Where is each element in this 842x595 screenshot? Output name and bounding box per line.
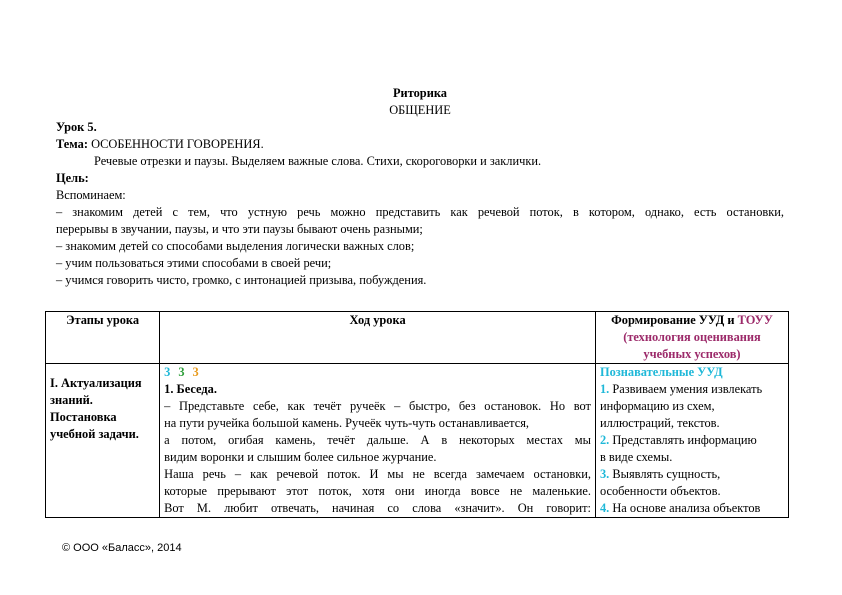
skill-text: иллюстраций, текстов. xyxy=(599,416,720,430)
skills-list xyxy=(600,381,784,517)
course-line: видим воронки и слышим более сильное журчание. xyxy=(164,450,437,464)
skill-line xyxy=(600,415,784,432)
skill-text: Развиваем умения извлекать xyxy=(609,382,763,396)
skill-line xyxy=(600,381,784,398)
stage-line: Постановка xyxy=(50,410,117,424)
table-row xyxy=(46,364,789,518)
lesson-number: Урок 5. xyxy=(56,120,97,134)
score-number: 3 xyxy=(192,365,199,379)
topic-line xyxy=(56,136,784,153)
header-formation-toou: ТОУУ xyxy=(737,313,773,327)
skill-line xyxy=(600,500,784,517)
goal-line: – знакомим детей с тем, что устную речь можно представить как речевой поток, в котором, однако, есть остановки, xyxy=(56,205,784,219)
skill-text: На основе анализа объектов xyxy=(609,501,761,515)
skill-text: Выявлять сущность, xyxy=(609,467,721,481)
skills-title: Познавательные УУД xyxy=(599,365,723,379)
table-header-row xyxy=(46,312,789,364)
skill-text: информацию из схем, xyxy=(599,399,715,413)
document-body xyxy=(56,85,784,289)
stage-line: знаний. xyxy=(50,393,93,407)
goals-list xyxy=(56,204,784,289)
topic-label: Тема: xyxy=(56,137,88,151)
subtopic: Речевые отрезки и паузы. Выделяем важные слова. Стихи, скороговорки и заклички. xyxy=(94,154,542,168)
course-line: Вот М. любит отвечать, начиная со слова «значит». Он говорит: xyxy=(164,501,591,515)
course-line: на пути ручейка большой камень. Ручеёк чуть-чуть останавливается, xyxy=(164,416,530,430)
skill-line xyxy=(600,483,784,500)
course-text xyxy=(164,398,591,517)
header-formation xyxy=(595,312,788,364)
skill-line xyxy=(600,432,784,449)
skill-item xyxy=(600,432,784,466)
stage-line: I. Актуализация xyxy=(50,376,142,390)
goal-line: перерывы в звучании, паузы, и что эти паузы бывают очень разными; xyxy=(56,222,423,236)
header-formation-a: Формирование УУД и xyxy=(611,313,738,327)
goal-line: – учимся говорить чисто, громко, с интонацией призыва, побуждения. xyxy=(56,273,427,287)
course-line: Наша речь – как речевой поток. И мы не всегда замечаем остановки, xyxy=(164,467,591,481)
course-line: – Представьте себе, как течёт ручеёк – быстро, без остановок. Но вот xyxy=(164,399,591,413)
course-line: которые прерывают этот поток, хотя они иногда вовсе не маленькие. xyxy=(164,484,591,498)
header-stages: Этапы урока xyxy=(46,312,160,364)
score-number: 3 xyxy=(178,365,185,379)
conversation-heading: 1. Беседа. xyxy=(164,382,217,396)
skill-text: в виде схемы. xyxy=(599,450,673,464)
skill-item xyxy=(600,500,784,517)
skill-text: особенности объектов. xyxy=(599,484,721,498)
skill-line xyxy=(600,449,784,466)
course-line: а потом, огибая камень, течёт дальше. А в некоторых местах мы xyxy=(164,433,591,447)
goal-line: – учим пользоваться этими способами в своей речи; xyxy=(56,256,332,270)
stage-line: учебной задачи. xyxy=(50,427,139,441)
header-formation-c: (технология оценивания xyxy=(623,330,761,344)
header-formation-d: учебных успехов) xyxy=(643,347,741,361)
section-title: ОБЩЕНИЕ xyxy=(389,103,451,117)
skill-item xyxy=(600,381,784,432)
course-cell xyxy=(160,364,596,518)
lesson-table xyxy=(45,311,789,518)
goal-label: Цель: xyxy=(56,171,89,185)
skill-number: 2. xyxy=(599,433,610,447)
color-numbers xyxy=(164,364,591,381)
skill-number: 1. xyxy=(599,382,610,396)
recall-label: Вспоминаем: xyxy=(56,188,126,202)
skills-cell xyxy=(595,364,788,518)
goal-line: – знакомим детей со способами выделения логически важных слов; xyxy=(56,239,415,253)
header-course: Ход урока xyxy=(160,312,596,364)
skill-text: Представлять информацию xyxy=(609,433,757,447)
subject-title: Риторика xyxy=(392,86,447,100)
skill-item xyxy=(600,466,784,500)
skill-number: 3. xyxy=(599,467,610,481)
stage-cell xyxy=(46,364,160,518)
skill-line xyxy=(600,466,784,483)
topic-text: ОСОБЕННОСТИ ГОВОРЕНИЯ. xyxy=(87,137,264,151)
skill-number: 4. xyxy=(599,501,610,515)
copyright-footer: © ООО «Баласс», 2014 xyxy=(62,542,182,554)
score-number: 3 xyxy=(164,365,171,379)
skill-line xyxy=(600,398,784,415)
